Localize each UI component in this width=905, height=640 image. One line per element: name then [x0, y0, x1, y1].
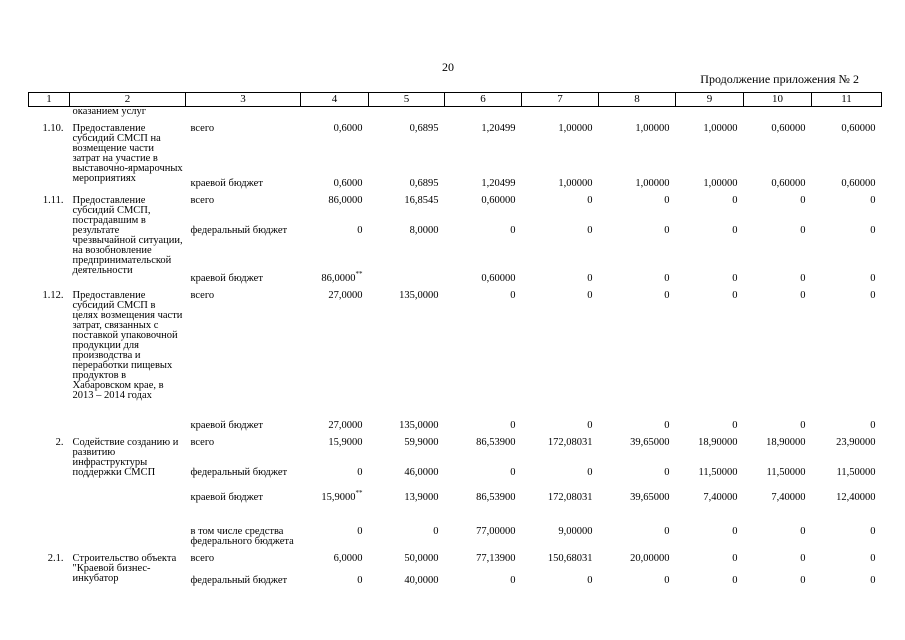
value-text: 0 [664, 575, 670, 586]
value-text: 11,50000 [766, 467, 806, 478]
value-text: 86,0000 [321, 273, 356, 284]
value-cell [676, 226, 744, 274]
value-text: 0 [357, 225, 363, 236]
value-text: 0,6895 [409, 178, 439, 189]
value-text: 7,40000 [703, 492, 738, 503]
section-name: Предоставление субсидий СМСП, пострадавшим в результате чрезвычайной ситуации, на возобновление предпринимательской деятельности [72, 195, 183, 276]
value-text: 7,40000 [771, 492, 806, 503]
value-cell [301, 576, 369, 586]
funding-source: краевой бюджет [190, 273, 263, 284]
value-text: 150,68031 [547, 553, 593, 564]
value-text: 0,60000 [771, 178, 806, 189]
value-text: 0,6000 [333, 123, 363, 134]
value-text: 0 [664, 225, 670, 236]
value-cell [522, 468, 599, 493]
value-cell [445, 438, 522, 468]
value-text: 86,53900 [476, 492, 516, 503]
value-cell [744, 124, 812, 179]
value-cell [445, 291, 522, 421]
value-cell [445, 124, 522, 179]
value-text: 8,0000 [409, 225, 439, 236]
value-text: 0 [870, 420, 876, 431]
column-header-9: 9 [676, 93, 744, 107]
value-cell [522, 274, 599, 284]
value-text: 0,6895 [409, 123, 439, 134]
value-text: 135,0000 [399, 420, 439, 431]
value-cell [812, 493, 882, 527]
value-cell [301, 196, 369, 226]
funding-source: всего [190, 195, 215, 206]
value-text: 12,40000 [836, 492, 876, 503]
budget-table [28, 92, 882, 586]
section-index: 1.11. [42, 195, 64, 206]
value-text: 0 [664, 526, 670, 537]
table-row [29, 291, 882, 421]
value-text: 0 [664, 467, 670, 478]
value-cell [522, 179, 599, 189]
value-text: 0 [664, 290, 670, 301]
section-gap [29, 189, 882, 196]
value-text: 0 [732, 225, 738, 236]
value-cell [812, 438, 882, 468]
value-cell [599, 196, 676, 226]
funding-source: всего [190, 123, 215, 134]
value-cell [676, 421, 744, 431]
funding-source: федеральный бюджет [190, 225, 288, 236]
value-cell [812, 226, 882, 274]
value-text: 0 [800, 526, 806, 537]
value-cell [812, 527, 882, 547]
value-cell [369, 468, 445, 493]
value-cell [744, 468, 812, 493]
value-text: 0 [587, 575, 593, 586]
value-text: 86,0000 [328, 195, 363, 206]
value-cell [301, 270, 369, 284]
value-text: 1,00000 [635, 178, 670, 189]
value-text: 0,60000 [841, 123, 876, 134]
value-text: 0 [587, 225, 593, 236]
value-cell [599, 179, 676, 189]
value-cell [812, 196, 882, 226]
value-cell [599, 291, 676, 421]
value-cell [744, 576, 812, 586]
value-cell [599, 468, 676, 493]
value-cell [369, 179, 445, 189]
value-cell [522, 226, 599, 274]
table-row [29, 438, 882, 468]
lead-row [29, 107, 882, 118]
value-cell [812, 468, 882, 493]
value-cell [744, 196, 812, 226]
funding-source: краевой бюджет [190, 420, 263, 431]
value-cell [522, 421, 599, 431]
value-cell [676, 527, 744, 547]
section-index: 1.10. [42, 123, 64, 134]
value-text: 39,65000 [630, 492, 670, 503]
value-cell [369, 554, 445, 576]
value-text: 0 [800, 195, 806, 206]
value-text: 135,0000 [399, 290, 439, 301]
value-text: 0 [870, 290, 876, 301]
value-cell [599, 124, 676, 179]
value-cell [812, 291, 882, 421]
funding-source: в том числе средства федерального бюджета [190, 526, 294, 547]
funding-source: федеральный бюджет [190, 467, 288, 478]
value-cell [301, 226, 369, 274]
column-header-6: 6 [445, 93, 522, 107]
table-header-row [29, 93, 882, 107]
value-cell [812, 421, 882, 431]
value-cell [599, 527, 676, 547]
value-text: 18,90000 [766, 437, 806, 448]
value-cell [744, 291, 812, 421]
table-row [29, 124, 882, 179]
value-text: 0 [870, 225, 876, 236]
value-text: 0 [587, 195, 593, 206]
value-cell [812, 179, 882, 189]
value-text: 0 [870, 553, 876, 564]
value-text: 0 [664, 195, 670, 206]
section-name: Предоставление субсидий СМСП в целях возмещения части затрат, связанных с поставкой упаковочной продукции для производства и переработки пищевых продуктов в Хабаровском крае, в 2013 – 2014 годах [72, 290, 183, 401]
column-header-1: 1 [29, 93, 70, 107]
value-text: 1,00000 [635, 123, 670, 134]
value-cell [744, 274, 812, 284]
value-text: 0 [800, 575, 806, 586]
value-cell [522, 291, 599, 421]
value-cell [522, 527, 599, 547]
column-header-2: 2 [70, 93, 186, 107]
value-text: 39,65000 [630, 437, 670, 448]
value-cell [522, 438, 599, 468]
value-cell [744, 527, 812, 547]
value-text: 1,00000 [558, 178, 593, 189]
lead-text: оказанием услуг [72, 106, 147, 117]
value-text: 0 [800, 273, 806, 284]
value-cell [522, 493, 599, 527]
value-text: 0 [732, 575, 738, 586]
value-cell [599, 554, 676, 576]
footnote-mark: ** [355, 489, 363, 497]
value-text: 1,20499 [481, 123, 516, 134]
value-cell [812, 124, 882, 179]
value-text: 0 [732, 553, 738, 564]
value-cell [676, 576, 744, 586]
value-cell [676, 438, 744, 468]
value-text: 0,6000 [333, 178, 363, 189]
value-cell [445, 421, 522, 431]
value-text: 11,50000 [836, 467, 876, 478]
value-cell [301, 489, 369, 527]
value-text: 0 [587, 273, 593, 284]
column-header-8: 8 [599, 93, 676, 107]
value-cell [599, 226, 676, 274]
value-cell [301, 527, 369, 547]
value-text: 11,50000 [698, 467, 738, 478]
value-text: 0 [732, 526, 738, 537]
value-cell [369, 527, 445, 547]
value-text: 1,20499 [481, 178, 516, 189]
funding-source: всего [190, 553, 215, 564]
value-text: 0 [800, 290, 806, 301]
value-cell [369, 196, 445, 226]
funding-source: всего [190, 290, 215, 301]
value-cell [744, 493, 812, 527]
value-text: 46,0000 [404, 467, 439, 478]
value-cell [301, 124, 369, 179]
value-cell [445, 554, 522, 576]
value-cell [676, 179, 744, 189]
value-text: 86,53900 [476, 437, 516, 448]
section-name: Содействие созданию и развитию инфраструктуры поддержки СМСП [72, 437, 179, 478]
value-text: 0,60000 [481, 273, 516, 284]
section-index: 2.1. [47, 553, 64, 564]
value-text: 0 [870, 273, 876, 284]
continuation-caption: Продолжение приложения № 2 [700, 72, 859, 86]
value-text: 0 [510, 467, 516, 478]
value-text: 0 [357, 575, 363, 586]
value-text: 18,90000 [698, 437, 738, 448]
value-text: 0 [870, 526, 876, 537]
value-text: 9,00000 [558, 526, 593, 537]
table-row [29, 196, 882, 226]
value-text: 0 [510, 290, 516, 301]
value-cell [676, 291, 744, 421]
value-cell [676, 554, 744, 576]
value-cell [522, 576, 599, 586]
value-cell [676, 468, 744, 493]
value-text: 0 [433, 526, 439, 537]
value-cell [369, 226, 445, 274]
section-gap [29, 284, 882, 291]
value-cell [445, 493, 522, 527]
value-cell [744, 179, 812, 189]
value-text: 59,9000 [404, 437, 439, 448]
value-text: 0 [587, 467, 593, 478]
value-text: 27,0000 [328, 420, 363, 431]
value-cell [744, 438, 812, 468]
column-header-4: 4 [301, 93, 369, 107]
value-text: 40,0000 [404, 575, 439, 586]
value-text: 0 [357, 467, 363, 478]
value-text: 0 [800, 225, 806, 236]
section-name: Строительство объекта "Краевой бизнес-инкубатор [72, 553, 177, 584]
value-cell [522, 124, 599, 179]
value-text: 0 [587, 420, 593, 431]
value-text: 1,00000 [703, 178, 738, 189]
value-cell [445, 527, 522, 547]
value-cell [676, 274, 744, 284]
value-text: 0 [732, 195, 738, 206]
value-cell [369, 438, 445, 468]
value-text: 0 [870, 195, 876, 206]
value-text: 0 [587, 290, 593, 301]
page-number: 20 [442, 60, 454, 74]
column-header-10: 10 [744, 93, 812, 107]
column-header-5: 5 [369, 93, 445, 107]
value-text: 1,00000 [558, 123, 593, 134]
value-cell [445, 576, 522, 586]
value-cell [301, 179, 369, 189]
column-header-7: 7 [522, 93, 599, 107]
value-text: 0 [357, 526, 363, 537]
value-cell [445, 274, 522, 284]
value-text: 20,00000 [630, 553, 670, 564]
value-cell [744, 554, 812, 576]
value-cell [445, 226, 522, 274]
value-cell [301, 554, 369, 576]
value-text: 15,9000 [328, 437, 363, 448]
column-header-11: 11 [812, 93, 882, 107]
value-cell [676, 493, 744, 527]
value-text: 13,9000 [404, 492, 439, 503]
value-cell [445, 179, 522, 189]
value-text: 15,9000 [321, 492, 356, 503]
value-text: 0 [732, 290, 738, 301]
value-cell [744, 226, 812, 274]
value-cell [369, 421, 445, 431]
value-text: 0 [510, 575, 516, 586]
value-text: 0 [732, 420, 738, 431]
value-cell [369, 291, 445, 421]
value-cell [599, 576, 676, 586]
value-cell [599, 274, 676, 284]
section-gap [29, 117, 882, 124]
section-index: 1.12. [42, 290, 64, 301]
value-text: 1,00000 [703, 123, 738, 134]
value-text: 27,0000 [328, 290, 363, 301]
value-cell [369, 493, 445, 527]
value-cell [599, 421, 676, 431]
funding-source: федеральный бюджет [190, 575, 288, 586]
value-text: 0 [664, 420, 670, 431]
value-text: 0,60000 [481, 195, 516, 206]
value-cell [369, 274, 445, 284]
value-cell [812, 274, 882, 284]
column-header-3: 3 [186, 93, 301, 107]
value-text: 0 [800, 553, 806, 564]
footnote-mark: ** [355, 270, 363, 278]
value-cell [812, 576, 882, 586]
value-cell [676, 124, 744, 179]
value-text: 0 [664, 273, 670, 284]
value-text: 172,08031 [547, 437, 593, 448]
value-text: 6,0000 [333, 553, 363, 564]
value-cell [301, 291, 369, 421]
value-text: 0 [510, 420, 516, 431]
section-name: Предоставление субсидий СМСП на возмещение части затрат на участие в выставочно-ярмарочных мероприятиях [72, 123, 183, 184]
value-cell [812, 554, 882, 576]
value-cell [599, 493, 676, 527]
value-text: 0 [800, 420, 806, 431]
value-cell [445, 196, 522, 226]
value-text: 0,60000 [841, 178, 876, 189]
value-cell [301, 421, 369, 431]
value-text: 77,00000 [476, 526, 516, 537]
value-text: 23,90000 [836, 437, 876, 448]
value-cell [599, 438, 676, 468]
value-text: 16,8545 [404, 195, 439, 206]
value-cell [445, 468, 522, 493]
value-cell [744, 421, 812, 431]
value-cell [369, 124, 445, 179]
value-cell [301, 438, 369, 468]
value-text: 0 [510, 225, 516, 236]
value-cell [522, 196, 599, 226]
value-text: 0 [732, 273, 738, 284]
value-text: 0,60000 [771, 123, 806, 134]
funding-source: всего [190, 437, 215, 448]
table-row [29, 554, 882, 576]
funding-source: краевой бюджет [190, 178, 263, 189]
value-text: 0 [870, 575, 876, 586]
value-text: 50,0000 [404, 553, 439, 564]
value-cell [676, 196, 744, 226]
funding-source: краевой бюджет [190, 492, 263, 503]
section-index: 2. [55, 437, 64, 448]
value-cell [369, 576, 445, 586]
value-text: 77,13900 [476, 553, 516, 564]
value-cell [522, 554, 599, 576]
value-text: 172,08031 [547, 492, 593, 503]
